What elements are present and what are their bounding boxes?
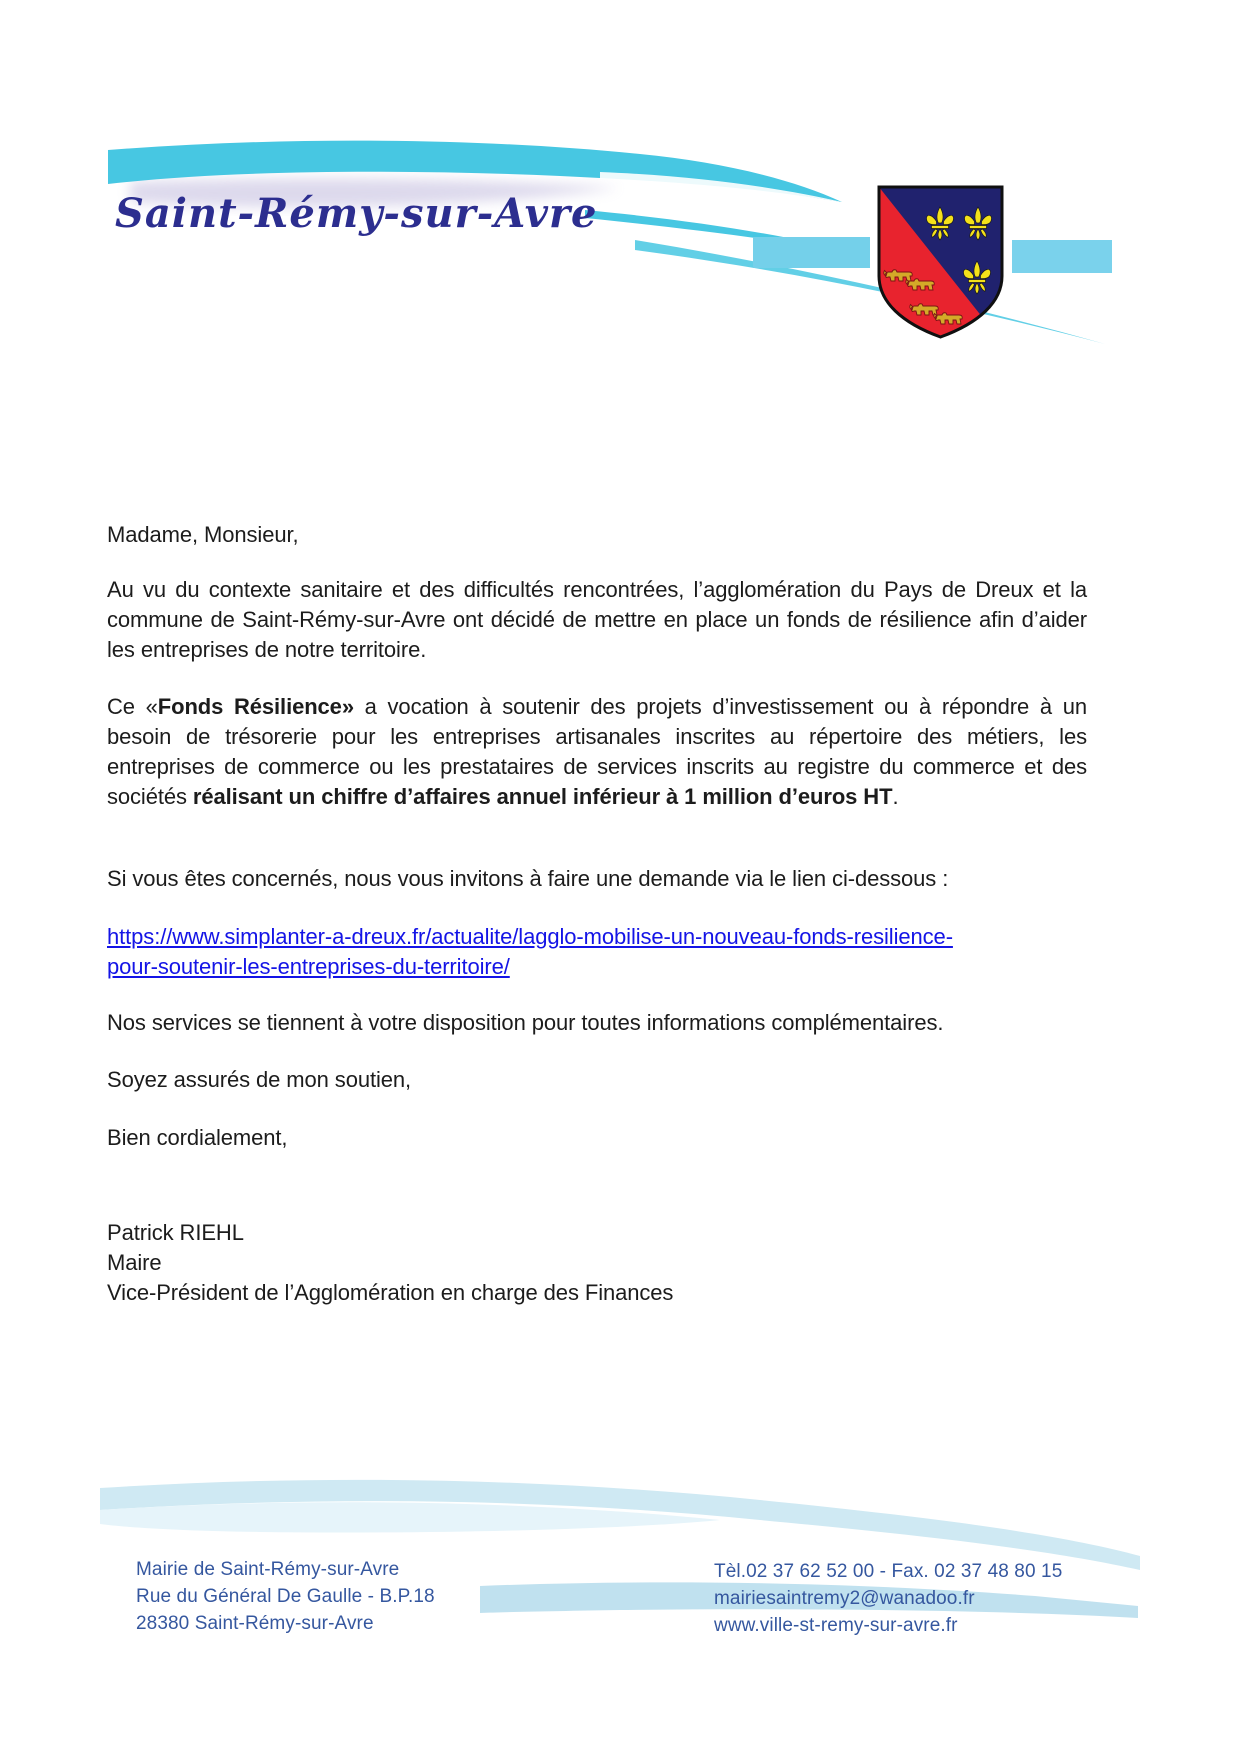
coat-of-arms [879, 187, 1002, 342]
footer-contact-block [714, 1558, 1062, 1639]
paragraph-assurance: Soyez assurés de mon soutien, [107, 1067, 412, 1092]
footer-address-line-1: Mairie de Saint-Rémy-sur-Avre [136, 1559, 400, 1580]
fonds-prefix: Ce « [107, 694, 158, 719]
paragraph-context: Au vu du contexte sanitaire et des difficultés rencontrées, l’agglomération du Pays de Dreux et la commune de Saint-Rémy-sur-Avre ont décidé de mettre en place un fonds de résilience afin d’aider les entreprises de notre territoire. [107, 577, 1087, 662]
paragraph-invitation: Si vous êtes concernés, nous vous invitons à faire une demande via le lien ci-dessous : [107, 866, 949, 891]
footer-website: www.ville-st-remy-sur-avre.fr [714, 1615, 958, 1636]
link-line-1: https://www.simplanter-a-dreux.fr/actualite/lagglo-mobilise-un-nouveau-fonds-resilience- [107, 924, 953, 949]
signature-name: Patrick RIEHL [107, 1220, 244, 1245]
salutation: Madame, Monsieur, [107, 522, 299, 547]
signature-title-maire: Maire [107, 1250, 162, 1275]
link-paragraph [107, 922, 1087, 982]
footer-email: mairiesaintremy2@wanadoo.fr [714, 1588, 975, 1609]
footer-address-block [136, 1556, 435, 1637]
footer-phone-fax: Tèl.02 37 62 52 00 - Fax. 02 37 48 80 15 [714, 1561, 1063, 1582]
paragraph-closing: Bien cordialement, [107, 1125, 288, 1150]
commune-name: Saint-Rémy-sur-Avre [115, 190, 598, 237]
signature-block [107, 1218, 1087, 1308]
resilience-fund-link[interactable] [107, 924, 953, 979]
paragraph-fonds [107, 692, 1087, 812]
footer-address-line-2: Rue du Général De Gaulle - B.P.18 [136, 1586, 435, 1607]
footer-address-line-3: 28380 Saint-Rémy-sur-Avre [136, 1613, 374, 1634]
link-line-2: pour-soutenir-les-entreprises-du-territoire/ [107, 954, 510, 979]
paragraph-services: Nos services se tiennent à votre disposition pour toutes informations complémentaires. [107, 1010, 944, 1035]
fonds-bold-name: Fonds Résilience» [157, 694, 354, 719]
signature-title-vp: Vice-Président de l’Agglomération en charge des Finances [107, 1280, 674, 1305]
fonds-suffix: . [892, 784, 899, 809]
fonds-middle: a vocation à soutenir des projets d’investissement ou à répondre à un besoin de trésorerie pour les entreprises artisanales inscrites au répertoire des métiers, les entreprises de commerce ou les prestataires de services inscrits au registre du commerce et des sociétés [107, 694, 1087, 809]
fonds-bold-threshold: réalisant un chiffre d’affaires annuel inférieur à 1 million d’euros HT [192, 784, 893, 809]
